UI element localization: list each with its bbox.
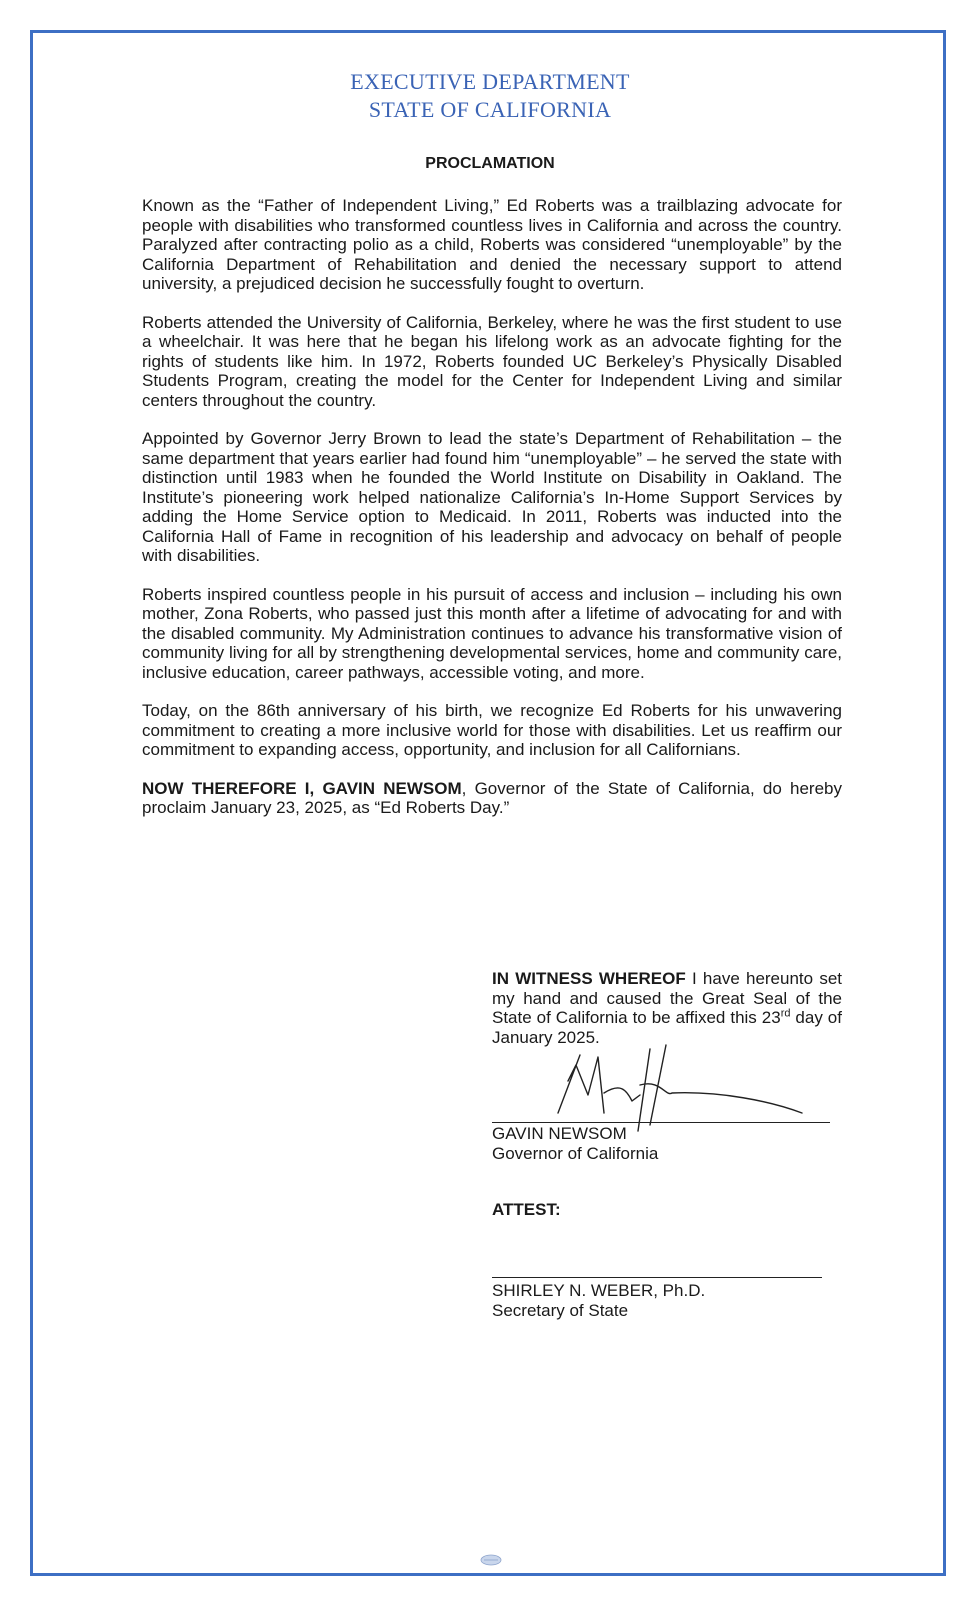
attest-label: ATTEST:: [492, 1200, 561, 1219]
witness-text-1: I have hereunto set my hand and caused the Great Seal of the State of California to be affixed this 23: [492, 969, 842, 1027]
governor-title: Governor of California: [492, 1144, 659, 1163]
governor-name: GAVIN NEWSOM: [492, 1124, 627, 1143]
header-line-1: EXECUTIVE DEPARTMENT: [350, 69, 630, 94]
proclamation-text: , Governor of the State of California, do hereby proclaim January 23, 2025, as “Ed Roberts Day.”: [142, 778, 843, 817]
proclamation-body: [142, 196, 842, 837]
document-title: PROCLAMATION: [425, 155, 555, 172]
governor-signature-line: [492, 1122, 830, 1123]
secretary-signer: [492, 1281, 832, 1321]
witness-text-2: day of January 2025.: [492, 1008, 842, 1047]
witness-bold: IN WITNESS WHEREOF: [492, 969, 686, 988]
proclamation-statement: [142, 779, 842, 818]
witness-superscript: rd: [780, 1007, 791, 1020]
header-line-2: STATE OF CALIFORNIA: [368, 97, 612, 122]
secretary-name: SHIRLEY N. WEBER, Ph.D.: [492, 1281, 706, 1300]
department-header: [0, 68, 980, 124]
paragraph-1: Known as the “Father of Independent Living,” Ed Roberts was a trailblazing advocate for people with disabilities who transformed countless lives in California and across the country. Paralyzed after contracting polio as a child, Roberts was considered “unemployable” by the California Department of Rehabilitation and denied the necessary support to attend university, a prejudiced decision he successfully fought to overturn.: [142, 196, 842, 293]
seal-mark-icon: [480, 1554, 502, 1566]
secretary-title: Secretary of State: [492, 1301, 629, 1320]
paragraph-2: Roberts attended the University of California, Berkeley, where he was the first student to use a wheelchair. It was here that he began his lifelong work as an advocate fighting for the rights of students like him. In 1972, Roberts founded UC Berkeley’s Physically Disabled Students Program, creating the model for the Center for Independent Living and similar centers throughout the country.: [142, 312, 842, 410]
proclamation-bold: NOW THEREFORE I, GAVIN NEWSOM: [142, 778, 462, 798]
paragraph-3: Appointed by Governor Jerry Brown to lead the state’s Department of Rehabilitation – the same department that years earlier had found him “unemployable” – he served the state with distinction until 1983 when he founded the World Institute on Disability in Oakland. The Institute’s pioneering work helped nationalize California’s In-Home Support Services by adding the Home Service option to Medicaid. In 2011, Roberts was inducted into the California Hall of Fame in recognition of his leadership and advocacy on behalf of people with disabilities.: [142, 429, 842, 565]
governor-signer: [492, 1124, 832, 1164]
secretary-signature-line: [492, 1277, 822, 1278]
paragraph-5: Today, on the 86th anniversary of his birth, we recognize Ed Roberts for his unwavering commitment to creating a more inclusive world for those with disabilities. Let us reaffirm our commitment to expanding access, opportunity, and inclusion for all Californians.: [142, 701, 842, 759]
paragraph-4: Roberts inspired countless people in his pursuit of access and inclusion – including his own mother, Zona Roberts, who passed just this month after a lifetime of advocating for and with the disabled community. My Administration continues to advance his transformative vision of community living for all by strengthening developmental services, home and community care, inclusive education, career pathways, accessible voting, and more.: [142, 584, 842, 682]
governor-signature: [540, 1035, 840, 1135]
